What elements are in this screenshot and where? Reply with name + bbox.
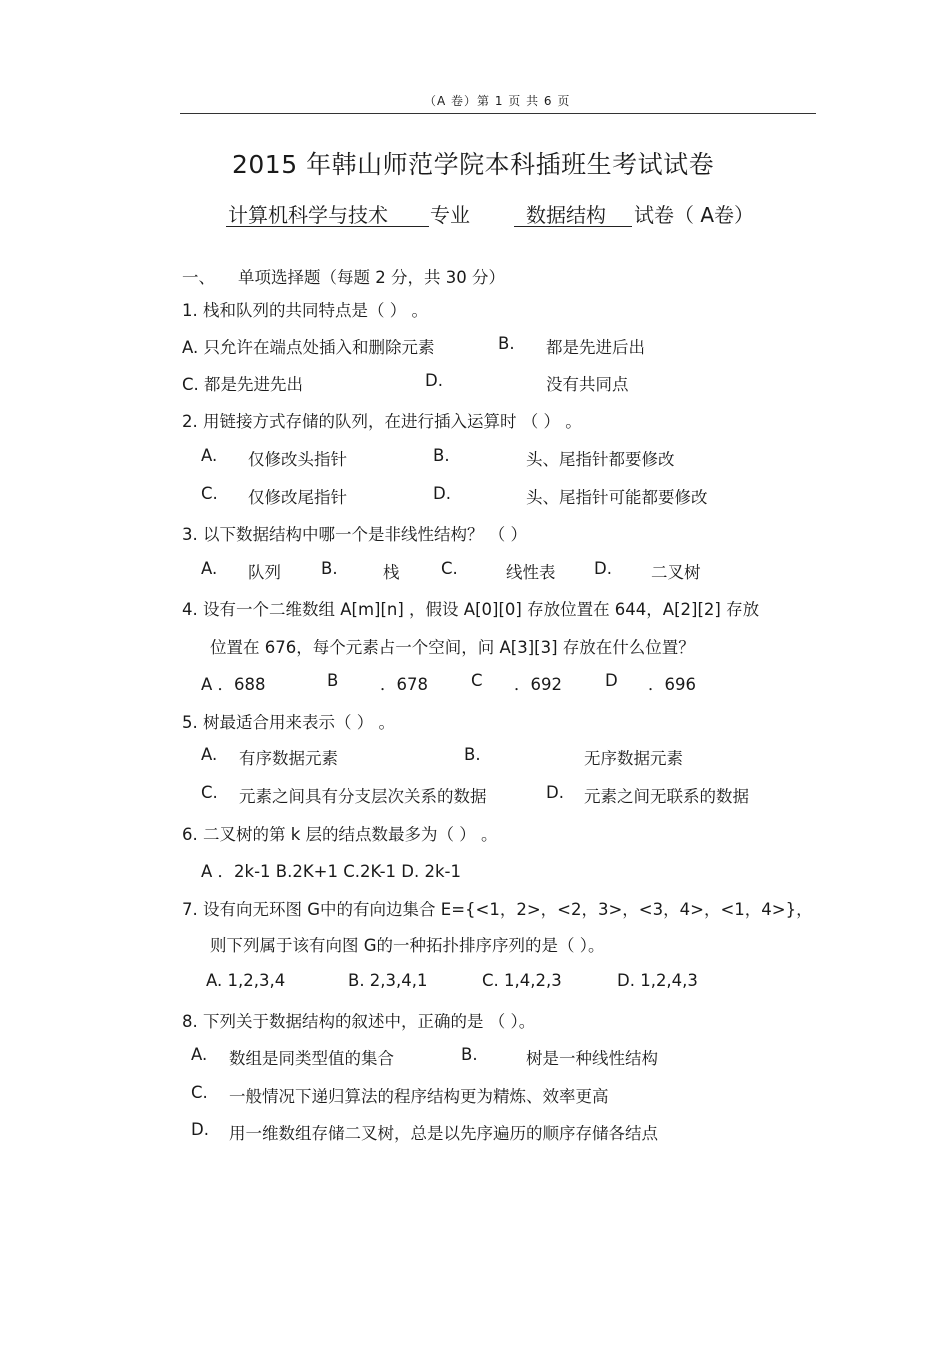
q3-option-a-label: A. [201, 559, 218, 578]
q7-option-c: C. 1,4,2,3 [482, 971, 562, 990]
q8-option-d: 用一维数组存储二叉树，总是以先序遍历的顺序存储各结点 [229, 1124, 658, 1143]
q1-option-d-label: D. [425, 371, 443, 390]
q1-option-c: C. 都是先进先出 [182, 375, 304, 394]
q8-option-d-label: D. [191, 1120, 209, 1139]
q3-option-d: 二叉树 [651, 563, 701, 582]
exam-title: 2015 年韩山师范学院本科插班生考试试卷 [232, 150, 715, 179]
question-1: 1. 栈和队列的共同特点是（ ） 。 [182, 301, 428, 320]
question-4-line-2: 位置在 676，每个元素占一个空间，问 A[3][3] 存放在什么位置？ [210, 638, 695, 657]
q3-option-b-label: B. [321, 559, 338, 578]
q8-option-a-label: A. [191, 1045, 208, 1064]
q5-option-a-label: A. [201, 745, 218, 764]
question-4-line-1: 4. 设有一个二维数组 A[m][n] ，假设 A[0][0] 存放位置在 644，A[2][2] 存放 [182, 600, 760, 619]
q2-option-a-label: A. [201, 446, 218, 465]
q5-option-d-label: D. [546, 783, 564, 802]
q7-option-a: A. 1,2,3,4 [206, 971, 286, 990]
q5-option-a: 有序数据元素 [239, 749, 338, 768]
q4-option-d: ．696 [648, 675, 696, 694]
course-underline [514, 226, 632, 227]
major-name: 计算机科学与技术 [228, 203, 388, 227]
q7-option-b: B. 2,3,4,1 [348, 971, 428, 990]
q4-option-d-label: D [605, 671, 618, 690]
header-rule [180, 113, 816, 114]
course-name: 数据结构 [526, 203, 606, 227]
q2-option-a: 仅修改头指针 [248, 450, 347, 469]
question-7-line-2: 则下列属于该有向图 G的一种拓扑排序序列的是（ ）。 [210, 936, 605, 955]
major-underline [226, 226, 429, 227]
q2-option-d: 头、尾指针可能都要修改 [526, 488, 708, 507]
course-suffix: 试卷（ A卷） [634, 203, 755, 227]
q5-option-b: 无序数据元素 [584, 749, 683, 768]
q8-option-b: 树是一种线性结构 [526, 1049, 658, 1068]
q4-option-c-label: C [471, 671, 483, 690]
q3-option-c-label: C. [441, 559, 458, 578]
q8-option-b-label: B. [461, 1045, 478, 1064]
question-7-line-1: 7. 设有向无环图 G中的有向边集合 E={<1，2>，<2，3>，<3，4>，<1，4>}， [182, 900, 813, 919]
q8-option-c: 一般情况下递归算法的程序结构更为精炼、效率更高 [229, 1087, 609, 1106]
q4-option-c: ．692 [514, 675, 562, 694]
q2-option-d-label: D. [433, 484, 451, 503]
q1-option-b: 都是先进后出 [546, 338, 645, 357]
q6-options: A ．2k-1 B.2K+1 C.2K-1 D. 2k-1 [201, 862, 461, 881]
q5-option-b-label: B. [464, 745, 481, 764]
q2-option-b: 头、尾指针都要修改 [526, 450, 675, 469]
q4-option-b-label: B [327, 671, 339, 690]
q5-option-d: 元素之间无联系的数据 [584, 787, 749, 806]
q5-option-c-label: C. [201, 783, 218, 802]
q3-option-a: 队列 [248, 563, 281, 582]
q8-option-c-label: C. [191, 1083, 208, 1102]
q2-option-c-label: C. [201, 484, 218, 503]
section-number: 一、 [182, 268, 215, 287]
q3-option-c: 线性表 [506, 563, 556, 582]
question-2: 2. 用链接方式存储的队列，在进行插入运算时 （ ） 。 [182, 412, 582, 431]
question-5: 5. 树最适合用来表示（ ） 。 [182, 713, 395, 732]
question-3: 3. 以下数据结构中哪一个是非线性结构？ （ ） [182, 525, 527, 544]
q3-option-d-label: D. [594, 559, 612, 578]
q2-option-c: 仅修改尾指针 [248, 488, 347, 507]
q7-option-d: D. 1,2,4,3 [617, 971, 698, 990]
q4-option-a: A ．688 [201, 675, 266, 694]
page-header: （A 卷）第 1 页 共 6 页 [424, 94, 571, 108]
q1-option-d: 没有共同点 [546, 375, 629, 394]
question-6: 6. 二叉树的第 k 层的结点数最多为（ ） 。 [182, 825, 498, 844]
q2-option-b-label: B. [433, 446, 450, 465]
q4-option-b: ．678 [380, 675, 428, 694]
q1-option-b-label: B. [498, 334, 515, 353]
q3-option-b: 栈 [383, 563, 400, 582]
question-8: 8. 下列关于数据结构的叙述中，正确的是 （ ）。 [182, 1012, 536, 1031]
q8-option-a: 数组是同类型值的集合 [229, 1049, 394, 1068]
major-suffix: 专业 [430, 203, 470, 227]
q5-option-c: 元素之间具有分支层次关系的数据 [239, 787, 487, 806]
q1-option-a: A. 只允许在端点处插入和删除元素 [182, 338, 435, 357]
section-heading: 单项选择题（每题 2 分，共 30 分） [238, 268, 505, 287]
